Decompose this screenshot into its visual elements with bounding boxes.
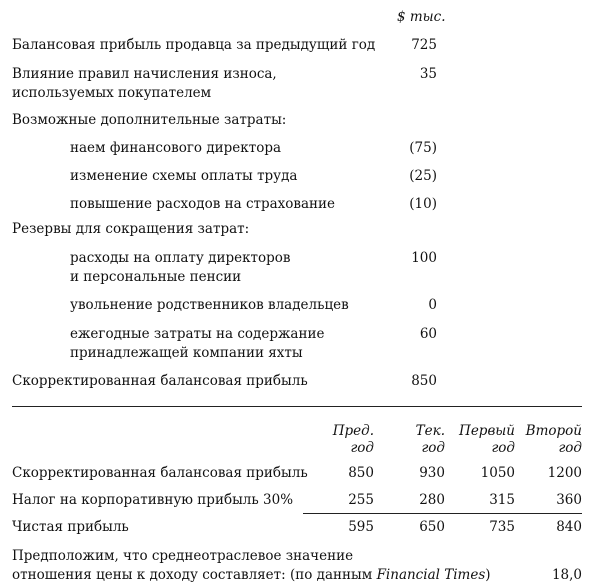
- row-value-directors: 100: [411, 250, 437, 266]
- table-cell: 930: [419, 465, 445, 481]
- table-cell: 280: [419, 492, 445, 508]
- table-cell: 840: [556, 519, 582, 535]
- col-header-prev-year-1: Пред.: [332, 423, 374, 439]
- col-header-second-year-2: год: [558, 440, 582, 456]
- row-label-yacht-2: принадлежащей компании яхты: [70, 345, 303, 361]
- table-cell: 1050: [480, 465, 515, 481]
- note-line-1: Предположим, что среднеотраслевое значение: [12, 548, 354, 564]
- table-cell: 650: [419, 519, 445, 535]
- row-value-adjusted-profit: 850: [411, 373, 437, 389]
- row-value-relatives: 0: [428, 297, 437, 313]
- row-value-depreciation: 35: [419, 66, 437, 82]
- table-cell: 1200: [547, 465, 582, 481]
- note-line-2: [12, 567, 491, 583]
- row-label-depreciation-2: используемых покупателем: [12, 85, 212, 101]
- col-header-first-year-2: год: [491, 440, 515, 456]
- row-label-directors-2: и персональные пенсии: [70, 269, 242, 285]
- table-row-label-tax: Налог на корпоративную прибыль 30%: [12, 492, 294, 508]
- table-cell: 255: [348, 492, 374, 508]
- row-value-cfo: (75): [409, 140, 437, 156]
- row-label-adjusted-profit: Скорректированная балансовая прибыль: [12, 373, 308, 389]
- row-value-seller-profit: 725: [411, 37, 437, 53]
- table-cell: 735: [489, 519, 515, 535]
- table-cell: 315: [489, 492, 515, 508]
- note-line-2-prefix: отношения цены к доходу составляет: (по данным: [12, 567, 377, 583]
- note-value-pe: 18,0: [551, 567, 582, 583]
- row-label-depreciation-1: Влияние правил начисления износа,: [12, 66, 277, 82]
- table-row-label-net-profit: Чистая прибыль: [12, 519, 129, 535]
- table-cell: 850: [348, 465, 374, 481]
- note-line-2-suffix: ): [485, 567, 491, 583]
- section-divider: [12, 406, 582, 407]
- col-header-second-year-1: Второй: [525, 423, 582, 439]
- table-row-label-adjusted: Скорректированная балансовая прибыль: [12, 465, 308, 481]
- row-label-insurance: повышение расходов на страхование: [70, 196, 336, 212]
- row-value-insurance: (10): [409, 196, 437, 212]
- col-header-curr-year-2: год: [421, 440, 445, 456]
- row-label-yacht-1: ежегодные затраты на содержание: [70, 326, 325, 342]
- unit-header: $ тыс.: [397, 9, 446, 25]
- table-cell: 595: [348, 519, 374, 535]
- row-value-pay-scheme: (25): [409, 168, 437, 184]
- row-label-seller-profit: Балансовая прибыль продавца за предыдущий год: [12, 37, 376, 53]
- section-cost-reserves: Резервы для сокращения затрат:: [12, 221, 250, 237]
- row-label-directors-1: расходы на оплату директоров: [70, 250, 291, 266]
- section-extra-costs: Возможные дополнительные затраты:: [12, 112, 287, 128]
- sum-rule: [303, 513, 582, 514]
- row-label-cfo: наем финансового директора: [70, 140, 282, 156]
- col-header-first-year-1: Первый: [459, 423, 515, 439]
- row-label-relatives: увольнение родственников владельцев: [70, 297, 349, 313]
- row-label-pay-scheme: изменение схемы оплаты труда: [70, 168, 298, 184]
- row-value-yacht: 60: [419, 326, 437, 342]
- col-header-curr-year-1: Тек.: [415, 423, 445, 439]
- col-header-prev-year-2: год: [350, 440, 374, 456]
- table-cell: 360: [556, 492, 582, 508]
- note-source: Financial Times: [376, 567, 486, 583]
